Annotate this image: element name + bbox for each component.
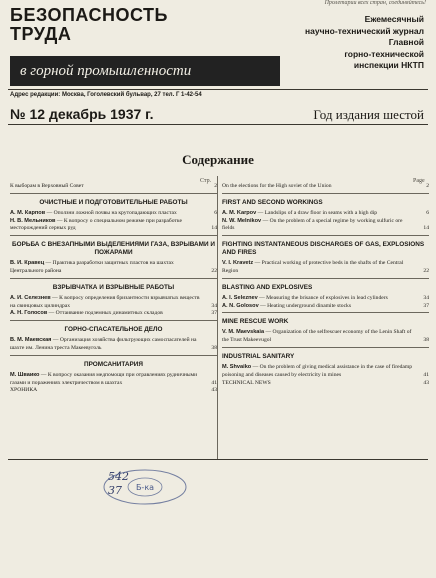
entry-title: — К вопросу оказания медпомощи при отравлениях рудничными газами и поражениях электричеством в шахтах <box>10 371 198 386</box>
contents-column-russian <box>10 183 217 395</box>
entry-page-number: 22 <box>211 267 217 274</box>
entry-page-number: 41 <box>423 371 429 378</box>
contents-section <box>222 235 429 276</box>
contents-section <box>222 312 429 345</box>
publisher-line: научно-технический журнал <box>305 25 424 36</box>
publisher-line: горно-технической <box>344 48 424 59</box>
contents-entry <box>10 295 217 311</box>
section-divider <box>10 355 217 356</box>
contents-entry <box>10 210 217 218</box>
entry-page-number: 6 <box>426 209 429 216</box>
section-divider <box>222 235 429 236</box>
entry-author: А. Н. Голосов <box>10 310 48 317</box>
entry-title: — On the problem of a special regime by working sulfuric ore fields <box>222 217 403 232</box>
top-note: Пролетарии всех стран, соединяйтесь! <box>324 0 426 6</box>
entry-title: TECHNICAL NEWS <box>222 379 271 386</box>
entry-text <box>222 303 415 311</box>
section-title: ОЧИСТНЫЕ И ПОДГОТОВИТЕЛЬНЫЕ РАБОТЫ <box>39 198 188 206</box>
entry-text <box>10 372 203 388</box>
entry-text <box>222 380 415 388</box>
contents-title: Содержание <box>182 152 254 167</box>
masthead-line-1: БЕЗОПАСНОСТЬ <box>10 5 168 25</box>
publisher-block <box>274 14 424 72</box>
contents-section <box>10 320 217 353</box>
bottom-divider <box>8 459 428 460</box>
entry-author: В. И. Кравец <box>10 260 45 267</box>
entry-text <box>10 183 203 191</box>
contents-section <box>222 278 429 311</box>
handwritten-line: 542 <box>108 470 129 483</box>
contents-entry <box>222 210 429 218</box>
entry-page-number: 34 <box>423 294 429 301</box>
section-divider <box>10 278 217 279</box>
section-title: ГОРНО-СПАСАТЕЛЬНОЕ ДЕЛО <box>64 326 163 334</box>
editorial-address: Адрес редакции: Москва, Гоголевский бульвар, 27 тел. Г 1-42-54 <box>10 92 202 98</box>
entry-title: — Organization of the selfrescuer economy of the Lenin Shaft of the Trust Makeevugol <box>222 329 412 344</box>
contents-entry <box>222 295 429 303</box>
entry-title: — К вопросу о специальном режиме при разработке месторождений серных руд <box>10 217 182 232</box>
contents-entry <box>222 260 429 276</box>
section-title: FIGHTING INSTANTANEOUS DISCHARGES OF GAS, EXPLOSIONS AND FIRES <box>222 241 425 257</box>
entry-page-number: 14 <box>423 225 429 232</box>
entry-text <box>10 218 203 234</box>
entry-title: — Heating underground dinamite stocks <box>258 302 352 309</box>
publisher-line: инспекции НКТП <box>353 60 424 70</box>
entry-title: — Measuring the brisance of explosives in lead cylinders <box>257 294 388 301</box>
entry-page-number: 2 <box>426 183 429 189</box>
masthead-banner: в горной промышленности <box>10 56 280 86</box>
entry-author: А. М. Карпов <box>10 209 46 216</box>
section-title: FIRST AND SECOND WORKINGS <box>222 198 323 206</box>
entry-page-number: 38 <box>423 337 429 344</box>
page-label-right: Page <box>413 178 425 184</box>
issue-number: № 12 декабрь 1937 г. <box>10 106 154 122</box>
section-title: BLASTING AND EXPLOSIVES <box>222 283 313 291</box>
section-divider <box>222 278 429 279</box>
entry-page-number: 22 <box>423 267 429 274</box>
entry-page-number: 34 <box>211 302 217 309</box>
entry-author: V. I. Kravetz <box>222 260 254 267</box>
stamp-text: Б-ка <box>135 483 155 492</box>
entry-page-number: 2 <box>214 183 217 189</box>
entry-title: К выборам в Верховный Совет <box>10 183 84 189</box>
entry-page-number: 6 <box>214 209 217 216</box>
section-title: ВЗРЫВЧАТКА И ВЗРЫВНЫЕ РАБОТЫ <box>52 283 175 291</box>
contents-entry <box>222 218 429 234</box>
entry-author: В. М. Маевская <box>10 337 52 344</box>
entry-text <box>222 183 415 191</box>
contents-column-english <box>222 183 429 387</box>
publisher-line: Ежемесячный <box>364 14 424 24</box>
contents-section <box>222 183 429 191</box>
entry-author: A. I. Seleznev <box>222 294 258 301</box>
section-title: MINE RESCUE WORK <box>222 318 289 326</box>
contents-entry <box>222 303 429 311</box>
entry-text <box>222 364 415 380</box>
contents-section <box>10 278 217 318</box>
contents-entry <box>10 337 217 353</box>
contents-entry <box>10 260 217 276</box>
entry-author: M. Shvaiko <box>222 363 252 370</box>
masthead-line-2: ТРУДА <box>10 24 72 44</box>
entry-author: А. И. Селезнев <box>10 294 51 301</box>
contents-entry <box>10 183 217 191</box>
entry-page-number: 43 <box>423 379 429 386</box>
entry-title: ХРОНИКА <box>10 387 38 394</box>
entry-author: М. Шваико <box>10 371 40 378</box>
contents-entry <box>222 183 429 191</box>
publication-year: Год издания шестой <box>313 107 424 122</box>
section-title: ПРОМСАНИТАРИЯ <box>84 360 143 368</box>
entry-text <box>10 310 203 318</box>
entry-page-number: 14 <box>211 225 217 232</box>
contents-entry <box>10 372 217 388</box>
section-divider <box>222 312 429 313</box>
entry-text <box>222 260 415 276</box>
divider <box>8 89 428 90</box>
section-divider <box>222 347 429 348</box>
publisher-line: Главной <box>388 37 424 47</box>
contents-section <box>10 355 217 395</box>
entry-text <box>10 210 203 218</box>
contents-section <box>222 193 429 233</box>
section-divider <box>10 235 217 236</box>
library-stamp <box>100 467 190 507</box>
entry-text <box>10 337 203 353</box>
entry-page-number: 43 <box>211 387 217 394</box>
entry-author: Н. В. Мельников <box>10 217 56 224</box>
entry-title: — Практика разработки защитных пластов на шахтах Центрального района <box>10 260 174 274</box>
contents-section <box>10 235 217 276</box>
contents-entry <box>222 329 429 345</box>
entry-title: — Оттаивание подземных динамитных складов <box>47 310 163 317</box>
contents-section <box>10 193 217 233</box>
contents-section <box>222 347 429 387</box>
contents-entry <box>10 218 217 234</box>
handwritten-line: 37 <box>108 484 122 497</box>
entry-author: A. N. Golosov <box>222 302 259 309</box>
section-divider <box>222 193 429 194</box>
entry-title: On the elections for the High soviet of the Union <box>222 183 332 189</box>
entry-page-number: 41 <box>211 379 217 386</box>
entry-text <box>222 295 415 303</box>
entry-text <box>10 387 203 395</box>
entry-title: — Организация хозяйства фильтрующих самоспасателей на шахте им. Ленина треста Макеевуголь <box>10 337 197 351</box>
entry-text <box>222 218 415 234</box>
section-title: INDUSTRIAL SANITARY <box>222 352 295 360</box>
entry-title: — К вопросу определения бризантности взрывчатых веществ на свинцовых цилиндрах <box>10 294 200 309</box>
entry-author: A. M. Karpov <box>222 209 257 216</box>
contents-entry <box>10 387 217 395</box>
entry-title: — On the problem of giving medical assistance in the case of firedamp poisoning and diseases caused by electricity in mines <box>222 363 413 378</box>
contents-entry <box>10 310 217 318</box>
entry-text <box>222 329 415 345</box>
divider <box>8 124 428 125</box>
entry-title: — Practical working of protective beds in the shafts of the Central Region <box>222 260 404 274</box>
entry-page-number: 37 <box>211 310 217 317</box>
entry-title: — Landslips of a draw floor in seams with a high dip <box>256 209 378 216</box>
section-divider <box>10 320 217 321</box>
section-divider <box>10 193 217 194</box>
entry-author: N. W. Melnikov <box>222 217 262 224</box>
contents-section <box>10 183 217 191</box>
entry-title: — Оползни ложной почвы на крутопадающих пластах <box>45 209 177 216</box>
column-divider <box>217 176 218 459</box>
page-label-left: Стр. <box>200 178 212 184</box>
entry-text <box>10 295 203 311</box>
entry-page-number: 38 <box>211 344 217 351</box>
entry-author: V. M. Maevskaia <box>222 329 265 336</box>
entry-page-number: 37 <box>423 302 429 309</box>
entry-text <box>222 210 415 218</box>
section-title: БОРЬБА С ВНЕЗАПНЫМИ ВЫДЕЛЕНИЯМИ ГАЗА, ВЗРЫВАМИ И ПОЖАРАМИ <box>12 241 215 257</box>
contents-entry <box>222 380 429 388</box>
entry-text <box>10 260 203 276</box>
contents-entry <box>222 364 429 380</box>
